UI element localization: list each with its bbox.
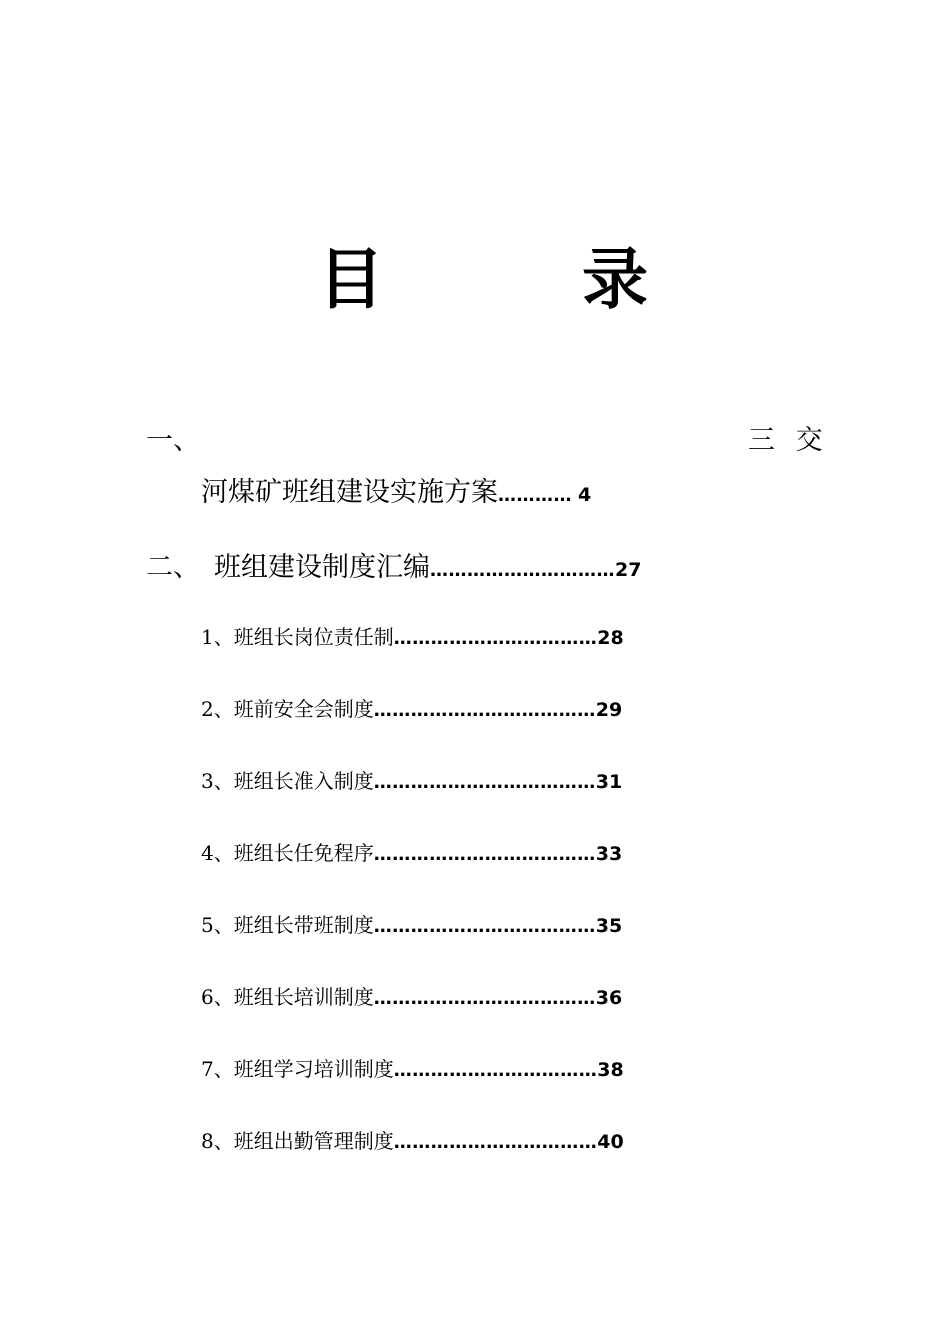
toc-item-leader-dots: ……………………………… xyxy=(373,844,596,865)
toc-title-char-1: 目 xyxy=(318,241,384,318)
toc-item-leader-dots: …………………………… xyxy=(393,628,598,649)
toc-item-page-number: 38 xyxy=(597,1059,624,1081)
toc-item-7[interactable] xyxy=(201,1056,624,1084)
toc-item-2[interactable] xyxy=(201,696,622,724)
toc-item-5[interactable] xyxy=(201,912,622,940)
toc-item-page-number: 31 xyxy=(595,771,623,793)
section1-entry[interactable] xyxy=(201,477,591,509)
section1-number: 一、 xyxy=(146,425,200,456)
section2-title: 班组建设制度汇编 xyxy=(214,552,430,583)
section1-title: 河煤矿班组建设实施方案 xyxy=(201,477,498,508)
toc-item-page-number: 36 xyxy=(595,987,623,1009)
toc-item-label: 8、班组出勤管理制度 xyxy=(201,1129,394,1153)
toc-item-label: 1、班组长岗位责任制 xyxy=(201,625,394,649)
toc-item-page-number: 28 xyxy=(597,627,624,649)
toc-item-leader-dots: ……………………………… xyxy=(373,700,596,721)
toc-item-1[interactable] xyxy=(201,624,624,652)
section1-tail: 三 交 xyxy=(748,425,829,456)
toc-item-label: 3、班组长准入制度 xyxy=(201,769,374,793)
toc-item-page-number: 35 xyxy=(595,915,623,937)
section2-entry[interactable] xyxy=(146,552,641,584)
toc-item-label: 6、班组长培训制度 xyxy=(201,985,374,1009)
section1-leader-dots: ………… xyxy=(498,485,572,506)
toc-item-label: 7、班组学习培训制度 xyxy=(201,1057,394,1081)
toc-item-label: 5、班组长带班制度 xyxy=(201,913,374,937)
toc-item-label: 2、班前安全会制度 xyxy=(201,697,374,721)
toc-item-3[interactable] xyxy=(201,768,622,796)
toc-item-leader-dots: ……………………………… xyxy=(373,988,596,1009)
toc-item-leader-dots: ……………………………… xyxy=(373,772,596,793)
toc-title-char-2: 录 xyxy=(582,241,648,318)
section2-leader-dots: ………………………… xyxy=(430,560,615,581)
toc-item-leader-dots: …………………………… xyxy=(393,1060,598,1081)
section2-page-number: 27 xyxy=(615,559,642,581)
toc-item-page-number: 33 xyxy=(595,843,623,865)
toc-item-leader-dots: ……………………………… xyxy=(373,916,596,937)
toc-item-4[interactable] xyxy=(201,840,622,868)
toc-item-6[interactable] xyxy=(201,984,622,1012)
toc-item-page-number: 40 xyxy=(597,1131,624,1153)
toc-item-leader-dots: …………………………… xyxy=(393,1132,598,1153)
toc-item-label: 4、班组长任免程序 xyxy=(201,841,374,865)
toc-item-page-number: 29 xyxy=(595,699,623,721)
section2-number: 二、 xyxy=(146,552,200,583)
toc-item-8[interactable] xyxy=(201,1128,624,1156)
section1-page-number: 4 xyxy=(578,484,592,506)
